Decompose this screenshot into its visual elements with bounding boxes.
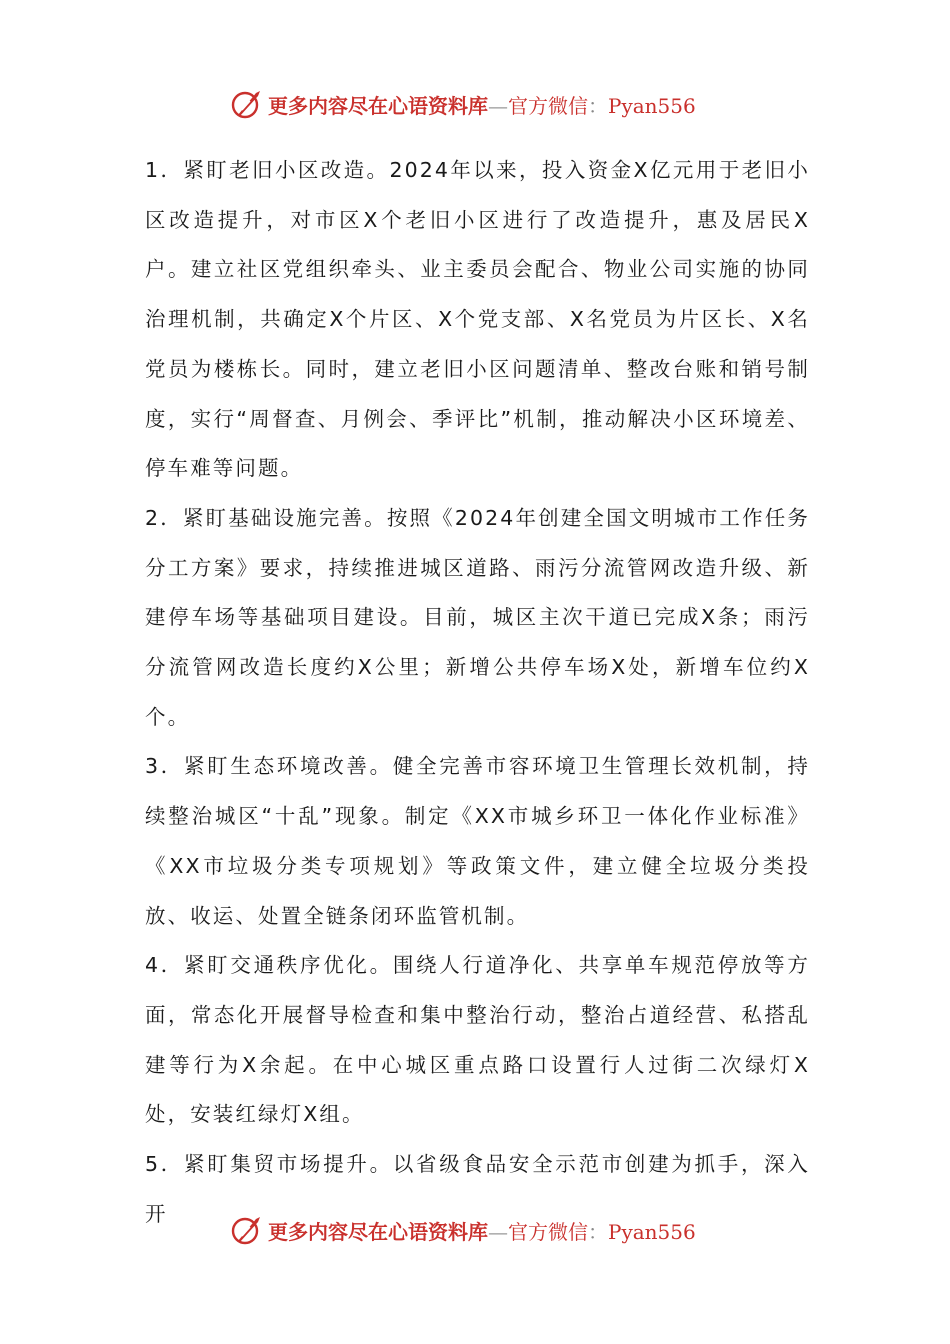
watermark-brand: 更多内容尽在心语资料库 bbox=[268, 1219, 488, 1244]
watermark-account: Pyan556 bbox=[608, 1219, 696, 1244]
paragraph-2: 2．紧盯基础设施完善。按照《2024年创建全国文明城市工作任务分工方案》要求，持续推进城区道路、雨污分流管网改造升级、新建停车场等基础项目建设。目前，城区主次干道已完成X条；雨污分流管网改造长度约X公里；新增公共停车场X处，新增车位约X个。 bbox=[145, 505, 810, 729]
paragraph-3: 3．紧盯生态环境改善。健全完善市容环境卫生管理长效机制，持续整治城区“十乱”现象。制定《XX市城乡环卫一体化作业标准》《XX市垃圾分类专项规划》等政策文件，建立健全垃圾分类投放、收运、处置全链条闭环监管机制。 bbox=[145, 754, 810, 928]
watermark-text bbox=[268, 1216, 696, 1245]
watermark-dash: — bbox=[488, 1219, 508, 1244]
watermark-header bbox=[230, 84, 750, 124]
watermark-text bbox=[268, 90, 696, 119]
paragraph-4: 4．紧盯交通秩序优化。围绕人行道净化、共享单车规范停放等方面，常态化开展督导检查和集中整治行动，整治占道经营、私搭乱建等行为X余起。在中心城区重点路口设置行人过街二次绿灯X处，安装红绿灯X组。 bbox=[145, 953, 810, 1127]
paragraph-5: 5．紧盯集贸市场提升。以省级食品安全示范市创建为抓手，深入开 bbox=[145, 1152, 810, 1226]
watermark-footer bbox=[230, 1210, 750, 1250]
document-body bbox=[145, 146, 810, 1239]
watermark-separator: ： bbox=[588, 1219, 608, 1244]
watermark-label: 官方微信 bbox=[508, 93, 588, 118]
quill-logo-icon bbox=[230, 1213, 264, 1247]
paragraph-1: 1．紧盯老旧小区改造。2024年以来，投入资金X亿元用于老旧小区改造提升，对市区X个老旧小区进行了改造提升，惠及居民X户。建立社区党组织牵头、业主委员会配合、物业公司实施的协同治理机制，共确定X个片区、X个党支部、X名党员为片区长、X名党员为楼栋长。同时，建立老旧小区问题清单、整改台账和销号制度，实行“周督查、月例会、季评比”机制，推动解决小区环境差、停车难等问题。 bbox=[145, 158, 810, 481]
watermark-separator: ： bbox=[588, 93, 608, 118]
watermark-dash: — bbox=[488, 93, 508, 118]
watermark-brand: 更多内容尽在心语资料库 bbox=[268, 93, 488, 118]
watermark-account: Pyan556 bbox=[608, 93, 696, 118]
quill-logo-icon bbox=[230, 87, 264, 121]
watermark-label: 官方微信 bbox=[508, 1219, 588, 1244]
